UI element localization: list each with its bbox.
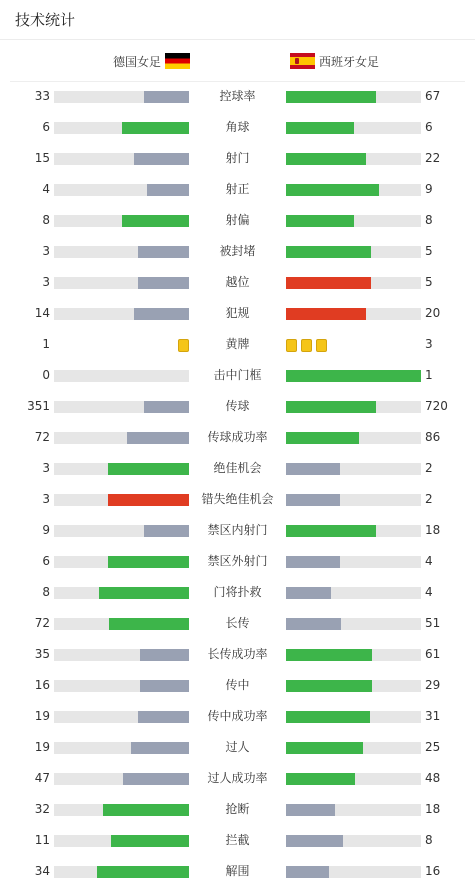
home-bar-fill (134, 153, 189, 165)
away-bar-track (286, 370, 421, 382)
home-value: 19 (34, 709, 50, 723)
stat-row (0, 112, 475, 143)
away-value: 3 (425, 337, 433, 351)
away-bar-track (286, 91, 421, 103)
stat-label: 禁区内射门 (207, 523, 268, 537)
home-bar-track (54, 773, 189, 785)
home-bar-fill (122, 215, 190, 227)
stat-row (0, 143, 475, 174)
home-bar-fill (108, 556, 189, 568)
yellow-card-icon (301, 339, 312, 352)
away-bar-fill (286, 556, 340, 568)
away-value: 67 (425, 89, 441, 103)
home-bar-fill (103, 804, 189, 816)
away-value: 8 (425, 833, 433, 847)
home-value: 15 (34, 151, 50, 165)
home-bar-fill (138, 711, 189, 723)
home-value: 33 (34, 89, 50, 103)
away-bar-track (286, 618, 421, 630)
away-bar-track (286, 866, 421, 878)
home-bar-track (54, 153, 189, 165)
home-bar-track (54, 215, 189, 227)
away-value: 25 (425, 740, 441, 754)
away-bar-fill (286, 494, 340, 506)
away-bar-track (286, 587, 421, 599)
home-bar-fill (127, 432, 189, 444)
stat-label: 传球 (225, 399, 250, 413)
away-bar-fill (286, 680, 372, 692)
away-value: 18 (425, 523, 441, 537)
home-bar-fill (138, 246, 189, 258)
away-value: 18 (425, 802, 441, 816)
home-value: 6 (42, 120, 50, 134)
away-bar-fill (286, 835, 343, 847)
home-bar-track (54, 401, 189, 413)
away-bar-fill (286, 742, 363, 754)
spain-flag-icon (290, 53, 315, 69)
home-value: 72 (34, 616, 50, 630)
home-bar-track (54, 866, 189, 878)
away-bar-track (286, 215, 421, 227)
away-value: 51 (425, 616, 441, 630)
stat-label: 传中 (225, 678, 250, 692)
stat-label: 抢断 (225, 802, 250, 816)
home-bar-track (54, 91, 189, 103)
home-bar-fill (140, 680, 189, 692)
home-bar-fill (108, 494, 189, 506)
stat-label: 解围 (225, 864, 250, 878)
away-value: 16 (425, 864, 441, 878)
home-bar-track (54, 463, 189, 475)
home-bar-track (54, 804, 189, 816)
home-bar-track (54, 711, 189, 723)
away-bar-fill (286, 804, 335, 816)
home-team (113, 53, 190, 69)
stat-label: 长传 (225, 616, 250, 630)
away-bar-track (286, 525, 421, 537)
home-value: 8 (42, 213, 50, 227)
away-bar-track (286, 122, 421, 134)
home-bar-fill (138, 277, 189, 289)
home-bar-track (54, 370, 189, 382)
home-bar-track (54, 649, 189, 661)
away-bar-fill (286, 184, 379, 196)
stat-row (0, 856, 475, 887)
away-bar-track (286, 246, 421, 258)
away-bar-track (286, 742, 421, 754)
away-bar-fill (286, 587, 331, 599)
away-value: 20 (425, 306, 441, 320)
home-bar-track (54, 556, 189, 568)
home-value: 34 (34, 864, 50, 878)
away-bar-fill (286, 153, 366, 165)
stat-label: 被封堵 (219, 244, 256, 258)
stat-row (0, 236, 475, 267)
away-bar-track (286, 680, 421, 692)
stat-row (0, 639, 475, 670)
away-bar-fill (286, 432, 359, 444)
away-bar-track (286, 463, 421, 475)
home-value: 72 (34, 430, 50, 444)
stat-row (0, 794, 475, 825)
away-bar-track (286, 277, 421, 289)
stat-label: 绝佳机会 (213, 461, 262, 475)
stat-label: 射门 (225, 151, 250, 165)
home-bar-fill (131, 742, 189, 754)
stat-row (0, 391, 475, 422)
home-bar-fill (122, 122, 190, 134)
stat-label: 射偏 (225, 213, 250, 227)
away-bar-fill (286, 308, 366, 320)
stat-row (0, 453, 475, 484)
stat-label: 射正 (225, 182, 250, 196)
home-bar-track (54, 122, 189, 134)
home-bar-track (54, 525, 189, 537)
away-bar-fill (286, 401, 376, 413)
yellow-card-icon (316, 339, 327, 352)
home-bar-track (54, 742, 189, 754)
stat-row (0, 174, 475, 205)
home-value: 4 (42, 182, 50, 196)
home-value: 3 (42, 492, 50, 506)
away-bar-track (286, 432, 421, 444)
away-value: 4 (425, 554, 433, 568)
away-bar-track (286, 773, 421, 785)
away-bar-track (286, 494, 421, 506)
away-bar-fill (286, 525, 376, 537)
away-bar-track (286, 649, 421, 661)
stat-row (0, 205, 475, 236)
away-value: 2 (425, 492, 433, 506)
stat-label: 角球 (225, 120, 250, 134)
home-value: 47 (34, 771, 50, 785)
home-value: 3 (42, 244, 50, 258)
away-value: 1 (425, 368, 433, 382)
stat-label: 控球率 (219, 89, 256, 103)
yellow-card-icon (178, 339, 189, 352)
home-value: 0 (42, 368, 50, 382)
home-value: 35 (34, 647, 50, 661)
away-bar-fill (286, 618, 341, 630)
home-bar-fill (144, 401, 189, 413)
home-bar-fill (140, 649, 189, 661)
away-bar-fill (286, 277, 371, 289)
germany-flag-icon (165, 53, 190, 69)
page-title: 技术统计 (15, 11, 76, 29)
home-bar-fill (108, 463, 189, 475)
stat-row (0, 701, 475, 732)
away-bar-track (286, 711, 421, 723)
home-bar-fill (147, 184, 189, 196)
away-value: 8 (425, 213, 433, 227)
home-value: 19 (34, 740, 50, 754)
away-bar-fill (286, 215, 354, 227)
away-value: 31 (425, 709, 441, 723)
stat-row (0, 515, 475, 546)
home-value: 14 (34, 306, 50, 320)
stat-row (0, 763, 475, 794)
away-value: 9 (425, 182, 433, 196)
away-value: 4 (425, 585, 433, 599)
away-bar-fill (286, 711, 370, 723)
away-bar-fill (286, 91, 376, 103)
home-value: 351 (27, 399, 50, 413)
home-value: 3 (42, 275, 50, 289)
away-value: 5 (425, 275, 433, 289)
away-bar-track (286, 184, 421, 196)
teams-header (0, 41, 475, 81)
home-bar-fill (123, 773, 189, 785)
page-header (0, 0, 475, 40)
away-bar-fill (286, 463, 340, 475)
home-bar-track (54, 680, 189, 692)
home-bar-fill (97, 866, 189, 878)
home-bar-track (54, 618, 189, 630)
away-bar-track (286, 804, 421, 816)
away-value: 48 (425, 771, 441, 785)
home-value: 16 (34, 678, 50, 692)
stat-row (0, 546, 475, 577)
away-value: 86 (425, 430, 441, 444)
stat-label: 黄牌 (225, 337, 250, 351)
away-value: 29 (425, 678, 441, 692)
away-team-name: 西班牙女足 (319, 54, 380, 69)
away-yellow-cards (286, 339, 327, 352)
home-value: 6 (42, 554, 50, 568)
stat-label: 传球成功率 (207, 430, 268, 444)
home-value: 1 (42, 337, 50, 351)
stat-row (0, 825, 475, 856)
stat-row (0, 670, 475, 701)
home-bar-fill (99, 587, 189, 599)
stat-label: 错失绝佳机会 (201, 492, 274, 506)
home-bar-track (54, 494, 189, 506)
stat-row (0, 732, 475, 763)
stat-label: 击中门框 (213, 368, 262, 382)
stat-label: 拦截 (225, 833, 250, 847)
away-value: 22 (425, 151, 441, 165)
stat-label: 门将扑救 (213, 585, 262, 599)
stat-row (0, 298, 475, 329)
stat-row (0, 360, 475, 391)
home-bar-track (54, 432, 189, 444)
stat-label: 长传成功率 (207, 647, 268, 661)
away-bar-track (286, 835, 421, 847)
home-value: 32 (34, 802, 50, 816)
away-value: 5 (425, 244, 433, 258)
yellow-card-icon (286, 339, 297, 352)
away-value: 6 (425, 120, 433, 134)
home-value: 3 (42, 461, 50, 475)
away-bar-fill (286, 649, 372, 661)
home-value: 11 (34, 833, 50, 847)
away-value: 2 (425, 461, 433, 475)
stat-label: 禁区外射门 (207, 554, 268, 568)
stat-row (0, 81, 475, 112)
home-value: 8 (42, 585, 50, 599)
away-bar-fill (286, 866, 329, 878)
stat-row (0, 329, 475, 360)
home-bar-track (54, 835, 189, 847)
home-team-name: 德国女足 (112, 54, 161, 69)
home-yellow-cards (178, 339, 189, 352)
stat-row (0, 608, 475, 639)
stat-label: 犯规 (225, 306, 250, 320)
away-team (290, 53, 379, 69)
stat-label: 传中成功率 (207, 709, 268, 723)
home-bar-fill (144, 91, 189, 103)
home-bar-track (54, 246, 189, 258)
home-bar-fill (134, 308, 189, 320)
stat-row (0, 267, 475, 298)
home-bar-track (54, 587, 189, 599)
stat-row (0, 484, 475, 515)
home-value: 9 (42, 523, 50, 537)
stat-label: 过人 (225, 740, 250, 754)
away-bar-fill (286, 773, 355, 785)
home-bar-fill (109, 618, 189, 630)
away-bar-track (286, 153, 421, 165)
home-bar-track (54, 184, 189, 196)
home-bar-fill (144, 525, 189, 537)
stat-row (0, 422, 475, 453)
away-bar-fill (286, 246, 371, 258)
away-value: 720 (425, 399, 448, 413)
away-bar-fill (286, 122, 354, 134)
home-bar-track (54, 277, 189, 289)
away-value: 61 (425, 647, 441, 661)
stats-list (0, 81, 475, 887)
stat-label: 过人成功率 (207, 771, 268, 785)
stat-label: 越位 (225, 275, 250, 289)
away-bar-track (286, 308, 421, 320)
away-bar-track (286, 401, 421, 413)
home-bar-track (54, 308, 189, 320)
away-bar-track (286, 556, 421, 568)
home-bar-fill (111, 835, 189, 847)
stat-row (0, 577, 475, 608)
away-bar-fill (286, 370, 421, 382)
